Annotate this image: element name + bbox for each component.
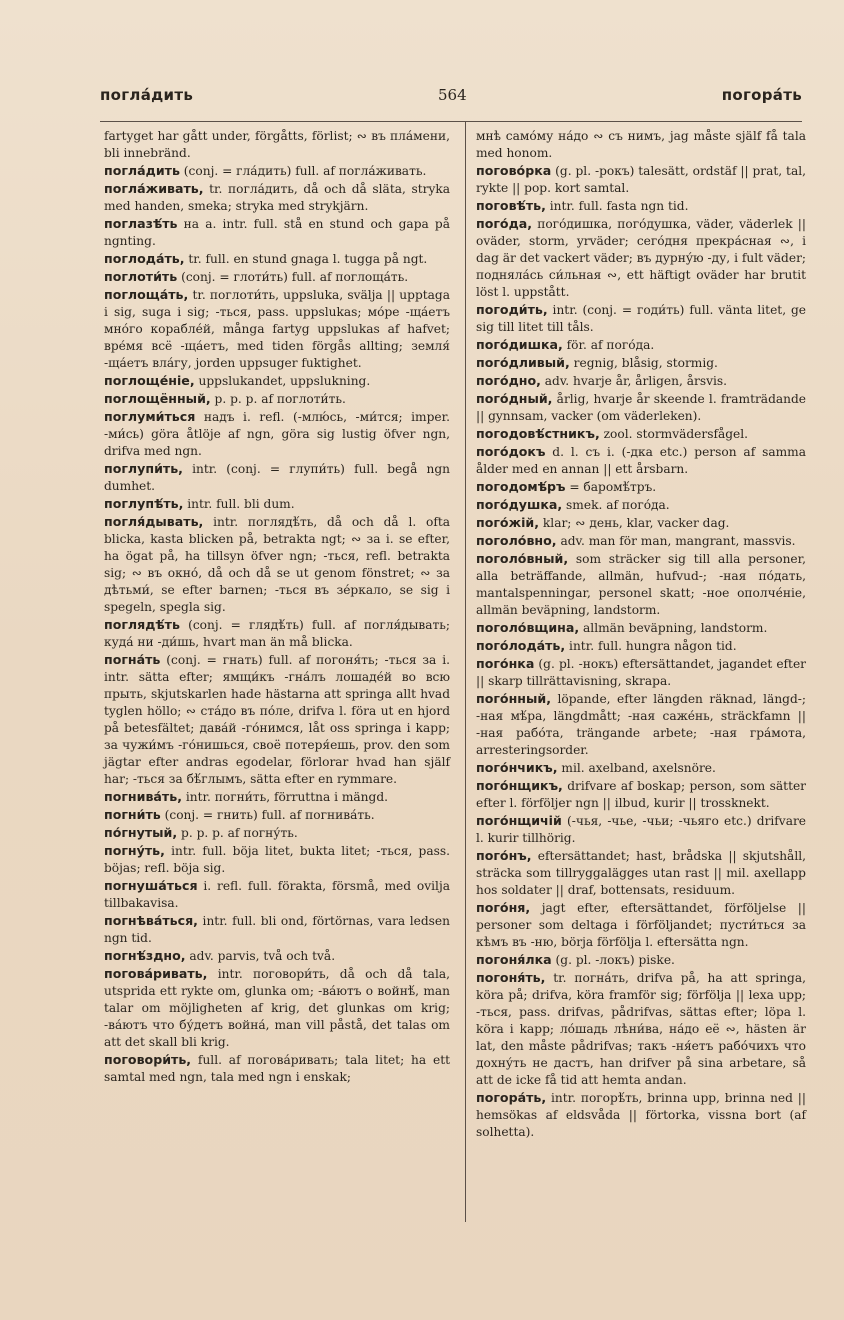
entry-headword: поговѣ́ть, bbox=[476, 198, 546, 213]
entry-definition: пого́дишка, пого́душка, väder, väderlek || oväder, storm, yrväder; сего́дня прекра́сная ∾, i dag är det vackert väder; въ дурну́ю -ду, i fult väder; подняла́сь си́льная ∾, ett häftigt oväder har brutit löst l. uppstått. bbox=[476, 217, 806, 299]
entry-definition: p. p. p. af погну́ть. bbox=[177, 826, 298, 840]
dictionary-entry bbox=[476, 777, 806, 812]
entry-headword: пого́нщикъ, bbox=[476, 778, 563, 793]
entry-definition: tr. погла́дить, då och då släta, stryka med handen, smeka; stryka med strykjärn. bbox=[104, 182, 450, 213]
dictionary-entry bbox=[476, 951, 806, 969]
entry-headword: погну́ть, bbox=[104, 843, 165, 858]
entry-headword: погоня́лка bbox=[476, 952, 552, 967]
entry-headword: погоpа́ть, bbox=[476, 1090, 547, 1105]
dictionary-entry bbox=[104, 372, 450, 390]
entry-definition: (g. pl. -нокъ) eftersättandet, jagandet efter || skarp tillrättavisning, skrapa. bbox=[476, 657, 806, 688]
entry-headword: погодовѣ́стникъ, bbox=[476, 426, 600, 441]
entry-definition: allmän beväpning, landstorm. bbox=[579, 621, 768, 635]
dictionary-entry bbox=[476, 425, 806, 443]
entry-definition: надъ i. refl. (-млю́сь, -ми́тся; imper. -ми́сь) göra åtlöje af ngn, göra sig lustig öfver ngn, drifva med ngn. bbox=[104, 410, 450, 458]
dictionary-entry bbox=[104, 460, 450, 495]
entry-definition: uppslukandet, uppslukning. bbox=[194, 374, 371, 388]
entry-headword: погля́дывать, bbox=[104, 514, 204, 529]
entry-definition: adv. hvarje år, årligen, årsvis. bbox=[540, 374, 727, 388]
entry-definition: intr. full. bli ond, förtörnas, vara ledsen ngn tid. bbox=[104, 914, 450, 945]
entry-definition: d. l. съ i. (-дка etc.) person af samma ålder med en annan || ett årsbarn. bbox=[476, 445, 806, 476]
entry-headword: поглода́ть, bbox=[104, 251, 185, 266]
dictionary-entry bbox=[476, 372, 806, 390]
dictionary-entry bbox=[104, 877, 450, 912]
entry-headword: погни́ть bbox=[104, 807, 161, 822]
dictionary-entry bbox=[476, 759, 806, 777]
entry-headword: погнива́ть, bbox=[104, 789, 182, 804]
entry-headword: погна́ть bbox=[104, 652, 161, 667]
entry-headword: погла́дить bbox=[104, 163, 180, 178]
entry-definition: tr. поглоти́ть, uppsluka, svälja || upptaga i sig, suga i sig; -ться, pass. uppslukas; мо́ре -ща́етъ мно́го корабле́й, många fartyg uppslukas af hafvet; вре́мя всё -ща́етъ, med tiden förgås allting; земля́ -ща́етъ вла́гу, jorden uppsuger fuktighet. bbox=[104, 288, 450, 370]
header-left-headword: погла́дить bbox=[100, 86, 194, 104]
dictionary-entry bbox=[104, 912, 450, 947]
entry-definition: tr. погна́ть, drifva på, ha att springa, köra på; drifva, köra framför sig; förfölja || lexa upp; -ться, pass. drifvas, pådrifvas, sättas efter; löpa l. köra i kapp; ло́шадь лѣни́ва, на́до её ∾, hästen är lat, den måste pådrifvas; такъ -ня́етъ рабо́чихъ что дохну́ть не дастъ, han drifver på sina arbetare, så att de icke få tid att hemta andan. bbox=[476, 971, 806, 1087]
dictionary-entry bbox=[476, 899, 806, 951]
dictionary-entry bbox=[104, 408, 450, 460]
page-header bbox=[100, 86, 802, 110]
entry-headword: пого́ня, bbox=[476, 900, 531, 915]
dictionary-entry bbox=[476, 215, 806, 301]
entry-definition: eftersättandet; hast, brådska || skjutshåll, sträcka som tillryggalägges utan rast || mil. axellapp hos soldater || draf, bottensats, residuum. bbox=[476, 849, 806, 897]
entry-headword: пого́дно, bbox=[476, 373, 541, 388]
dictionary-entry bbox=[104, 268, 450, 286]
entry-headword: пого́душка, bbox=[476, 497, 563, 512]
entry-headword: пого́дливый, bbox=[476, 355, 570, 370]
entry-headword: пого́нъ, bbox=[476, 848, 532, 863]
page-number: 564 bbox=[438, 86, 467, 104]
entry-headword: пого́дишка, bbox=[476, 337, 563, 352]
entry-headword: поглоти́ть bbox=[104, 269, 178, 284]
dictionary-entry bbox=[476, 197, 806, 215]
dictionary-entry bbox=[476, 478, 806, 496]
left-column bbox=[104, 128, 450, 1086]
entry-headword: по́гнутый, bbox=[104, 825, 178, 840]
entry-definition: drifvare af boskap; person, som sätter efter l. förföljer ngn || ilbud, kurir || trossknekt. bbox=[476, 779, 806, 810]
entry-definition: intr. full. bli dum. bbox=[183, 497, 295, 511]
dictionary-entry bbox=[476, 969, 806, 1089]
entry-definition: (g. pl. -локъ) piske. bbox=[551, 953, 675, 967]
dictionary-entry bbox=[104, 1051, 450, 1086]
dictionary-entry bbox=[476, 354, 806, 372]
entry-headword: погнѣва́ться, bbox=[104, 913, 198, 928]
entry-headword: поголо́вщина, bbox=[476, 620, 580, 635]
entry-definition: adv. man för man, mangrant, massvis. bbox=[556, 534, 796, 548]
dictionary-entry bbox=[476, 690, 806, 759]
entry-headword: погнуша́ться bbox=[104, 878, 198, 893]
entry-definition: tr. full. en stund gnaga l. tugga på ngt. bbox=[184, 252, 428, 266]
entry-definition: mil. axelband, axelsnöre. bbox=[557, 761, 716, 775]
dictionary-entry bbox=[476, 162, 806, 197]
left-continuation: fartyget har gått under, förgåtts, förlist; ∾ въ пла́мени, bli innebränd. bbox=[104, 129, 450, 160]
dictionary-entry bbox=[104, 788, 450, 806]
right-column bbox=[476, 128, 806, 1141]
dictionary-entry bbox=[104, 180, 450, 215]
dictionary-entry bbox=[104, 842, 450, 877]
entry-headword: погла́живать, bbox=[104, 181, 204, 196]
entry-definition: intr. поговори́ть, då och då tala, utsprida ett rykte om, glunka om; -ва́ютъ о войнѣ́, man talar om möjligheten af krig, det glunkas om krig; -ва́ютъ что бу́детъ война́, man vill påstå, det talas om att det skall bli krig. bbox=[104, 967, 450, 1049]
entry-definition: (conj. = гнать) full. af погоня́ть; -ться за i. intr. sätta efter; ямщи́къ -гна́лъ лошаде́й во всю прыть, skjutskarlen hade hästarna att springa allt hvad tyglen höllo; ∾ ста́до въ по́ле, drifva l. föra ut en hjord på betesfältet; дава́й -го́нимся, låt oss springa i kapp; за чужи́мъ -го́нишься, своё потеря́ешь, prov. den som jägtar efter andras egodelar, förlorar hvad han själf har; -ться за бѣ́глымъ, sätta efter en rymmare. bbox=[104, 653, 450, 786]
entry-headword: погова́ривать, bbox=[104, 966, 208, 981]
dictionary-entry bbox=[104, 162, 450, 180]
dictionary-entry bbox=[476, 812, 806, 847]
entry-definition: p. p. p. af поглоти́ть. bbox=[210, 392, 346, 406]
entry-definition: intr. full. fasta ngn tid. bbox=[545, 199, 689, 213]
entry-definition: на a. intr. full. stå en stund och gapa på ngnting. bbox=[104, 217, 450, 248]
dictionary-entry bbox=[476, 619, 806, 637]
dictionary-entry bbox=[104, 947, 450, 965]
entry-headword: поглядѣ́ть bbox=[104, 617, 180, 632]
dictionary-entry bbox=[104, 215, 450, 250]
entry-definition: (g. pl. -рокъ) talesätt, ordstäf || prat, tal, rykte || pop. kort samtal. bbox=[476, 164, 806, 195]
entry-definition: intr. (conj. = глупи́ть) full. begå ngn dumhet. bbox=[104, 462, 450, 493]
dictionary-entry bbox=[476, 637, 806, 655]
dictionary-entry bbox=[104, 651, 450, 788]
entry-definition: regnig, blåsig, stormig. bbox=[569, 356, 718, 370]
dictionary-entry bbox=[476, 336, 806, 354]
entry-definition: (conj. = гла́дить) full. af погла́живать. bbox=[179, 164, 427, 178]
entry-definition: som sträcker sig till alla personer, alla beträffande, allmän, hufvud-; -ная по́дать, mantalspenningar, personel skatt; -ное ополче́ніе, allmän beväpning, landstorm. bbox=[476, 552, 806, 617]
header-rule bbox=[100, 121, 802, 122]
dictionary-entry bbox=[476, 655, 806, 690]
dictionary-entry bbox=[476, 443, 806, 478]
entry-definition: klar; ∾ день, klar, vacker dag. bbox=[539, 516, 730, 530]
dictionary-entry bbox=[476, 550, 806, 619]
entry-headword: погово́рка bbox=[476, 163, 552, 178]
entry-headword: поглуми́ться bbox=[104, 409, 196, 424]
entry-headword: пого́нчикъ, bbox=[476, 760, 558, 775]
entry-definition: = баромѣ́тръ. bbox=[565, 480, 657, 494]
entry-headword: пого́жій, bbox=[476, 515, 540, 530]
dictionary-entry bbox=[104, 616, 450, 651]
entry-definition: smek. af пого́да. bbox=[562, 498, 670, 512]
entry-headword: пого́да, bbox=[476, 216, 533, 231]
entry-headword: пого́нщичій bbox=[476, 813, 562, 828]
entry-definition: intr. погорѣ́ть, brinna upp, brinna ned || hemsökas af eldsvåda || förtorka, vissna bort (af solhetta). bbox=[476, 1091, 806, 1139]
entry-headword: поглоща́ть, bbox=[104, 287, 189, 302]
entry-definition: intr. поглядѣ́ть, då och då l. ofta blicka, kasta blicken på, betrakta ngt; ∾ за i. se efter, ha ögat på, ha tillsyn öfver ngn; -ться, refl. betrakta sig; ∾ въ окно́, då och då se ut genom fönstret; ∾ за дѣтьми́, se efter barnen; -ться въ зе́ркало, se sig i spegeln, spegla sig. bbox=[104, 515, 450, 614]
entry-definition: (conj. = гнить) full. af погнива́ть. bbox=[160, 808, 375, 822]
header-right-headword: погоpа́ть bbox=[721, 86, 802, 104]
dictionary-entry bbox=[104, 495, 450, 513]
dictionary-entry bbox=[104, 806, 450, 824]
entry-headword: пого́нка bbox=[476, 656, 535, 671]
entry-headword: поговори́ть, bbox=[104, 1052, 192, 1067]
entry-definition: (-чья, -чье, -чьи; -чьяго etc.) drifvare l. kurir tillhörig. bbox=[476, 814, 806, 845]
entry-definition: årlig, hvarje år skeende l. framträdande || gynnsam, vacker (om väderleken). bbox=[476, 392, 806, 423]
dictionary-entry bbox=[104, 965, 450, 1051]
entry-headword: поглупѣ́ть, bbox=[104, 496, 184, 511]
entry-headword: пого́нный, bbox=[476, 691, 551, 706]
entry-headword: поголо́вно, bbox=[476, 533, 557, 548]
entry-definition: i. refl. full. förakta, försmå, med ovilja tillbakavisa. bbox=[104, 879, 450, 910]
entry-headword: поглощённый, bbox=[104, 391, 211, 406]
entry-definition: intr. full. böja litet, bukta litet; -ться, pass. böjas; refl. böja sig. bbox=[104, 844, 450, 875]
entry-definition: (conj. = глядѣ́ть) full. af погля́дывать; куда́ ни -ди́шь, hvart man än må blicka. bbox=[104, 618, 450, 649]
entry-definition: för. af пого́да. bbox=[562, 338, 655, 352]
dictionary-entry bbox=[476, 514, 806, 532]
dictionary-entry bbox=[104, 513, 450, 616]
entry-definition: full. af погова́ривать; tala litet; ha ett samtal med ngn, tala med ngn i enskak; bbox=[104, 1053, 450, 1084]
entry-definition: intr. full. hungra någon tid. bbox=[565, 639, 737, 653]
entry-headword: погоня́ть, bbox=[476, 970, 546, 985]
dictionary-entry bbox=[476, 532, 806, 550]
entry-definition: (conj. = глоти́ть) full. af поглоща́ть. bbox=[177, 270, 409, 284]
dictionary-entry bbox=[104, 824, 450, 842]
entry-headword: погодомѣ́ръ bbox=[476, 479, 566, 494]
dictionary-entry bbox=[476, 390, 806, 425]
entry-headword: погнѣ́здно, bbox=[104, 948, 186, 963]
dictionary-entry bbox=[476, 847, 806, 899]
entry-definition: zool. stormvädersfågel. bbox=[599, 427, 749, 441]
entry-definition: jagt efter, eftersättandet, förföljelse || personer som deltaga i förföljandet; пусти́ться за кѣмъ въ -ню, börja förfölja l. eftersätta ngn. bbox=[476, 901, 806, 949]
entry-headword: пого́дный, bbox=[476, 391, 553, 406]
dictionary-entry bbox=[104, 390, 450, 408]
right-continuation: мнѣ само́му на́до ∾ съ нимъ, jag måste själf få tala med honom. bbox=[476, 129, 806, 160]
dictionary-entry bbox=[104, 286, 450, 372]
dictionary-entry bbox=[476, 1089, 806, 1141]
entry-headword: пого́лода́ть, bbox=[476, 638, 566, 653]
dictionary-entry bbox=[104, 250, 450, 268]
entry-headword: поглоще́ніе, bbox=[104, 373, 195, 388]
dictionary-entry bbox=[476, 496, 806, 514]
entry-definition: intr. (conj. = годи́ть) full. vänta litet, ge sig till litet till tåls. bbox=[476, 303, 806, 334]
entry-definition: löpande, efter längden räknad, längd-; -ная мѣ́ра, längdmått; -ная саже́нь, sträckfamn || -ная рабо́та, trängande arbete; -ная гра́мота, arresteringsorder. bbox=[476, 692, 806, 757]
entry-headword: пого́докъ bbox=[476, 444, 546, 459]
entry-definition: intr. погни́ть, förruttna i mängd. bbox=[181, 790, 389, 804]
column-separator bbox=[465, 122, 466, 1222]
entry-headword: поголо́вный, bbox=[476, 551, 569, 566]
dictionary-entry bbox=[476, 301, 806, 336]
entry-headword: погоди́ть, bbox=[476, 302, 548, 317]
entry-headword: поглазѣ́ть bbox=[104, 216, 178, 231]
entry-definition: adv. parvis, två och två. bbox=[185, 949, 336, 963]
entry-headword: поглупи́ть, bbox=[104, 461, 183, 476]
